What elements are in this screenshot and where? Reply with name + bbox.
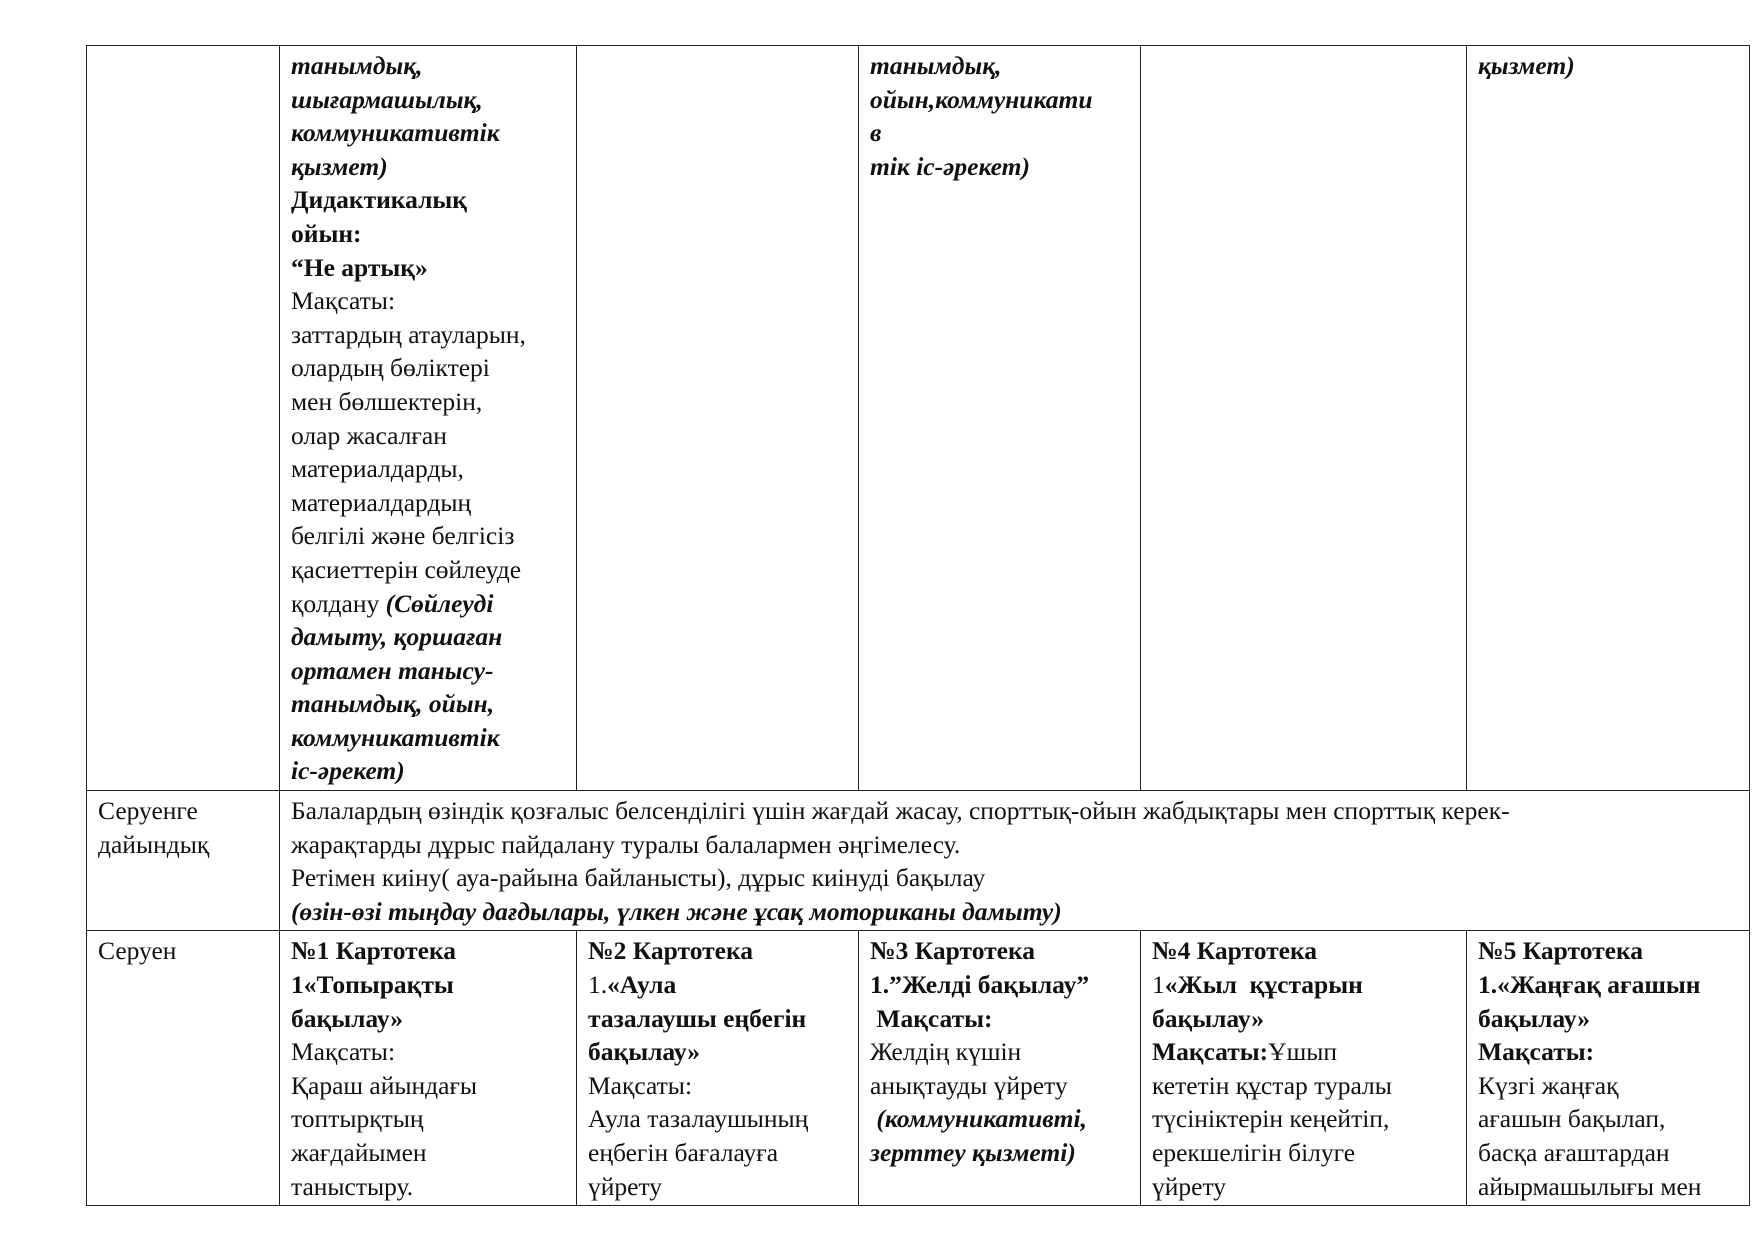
text-line: мен бөлшектерін, bbox=[291, 386, 483, 416]
text-line: Балалардың өзіндік қозғалыс белсенділігі үшін жағдай жасау, спорттық-ойын жабдықтары мен спорттық керек- bbox=[291, 796, 1510, 826]
text-line: Қараш айындағы bbox=[291, 1070, 478, 1100]
plan-table bbox=[86, 45, 1750, 1206]
text-line: анықтауды үйрету bbox=[870, 1070, 1068, 1100]
text-line: Желдің күшін bbox=[870, 1037, 1022, 1067]
text-line bbox=[291, 968, 566, 1002]
cell-friday bbox=[1467, 46, 1750, 791]
goal-label: Мақсаты: bbox=[291, 1037, 396, 1067]
cell-thursday bbox=[1141, 46, 1467, 791]
text-line: қызмет) bbox=[291, 151, 388, 181]
cell-card-5 bbox=[1467, 931, 1750, 1206]
card-title: №3 Картотека bbox=[870, 936, 1036, 966]
text-line: қызмет) bbox=[1478, 51, 1575, 80]
row-label: дайындық bbox=[98, 829, 210, 859]
text-line: түсініктерін кеңейтіп, bbox=[1152, 1104, 1390, 1134]
row-label: Серуенге bbox=[98, 796, 198, 826]
text-line: танымдық, ойын, bbox=[291, 689, 495, 719]
text-line: кететін құстар туралы bbox=[1152, 1070, 1392, 1100]
text-fragment: қолдану bbox=[291, 588, 386, 618]
text-line bbox=[588, 968, 848, 1002]
text-line: іс-әрекет) bbox=[291, 756, 405, 786]
text-line: тік іс-әрекет) bbox=[870, 151, 1030, 181]
cell-monday bbox=[280, 46, 577, 791]
text-fragment: Ұшып bbox=[1268, 1037, 1338, 1067]
text-line: ортамен танысу- bbox=[291, 655, 494, 685]
text-line: в bbox=[870, 118, 882, 148]
text-line: олар жасалған bbox=[291, 420, 447, 450]
card-title: №2 Картотека bbox=[588, 936, 754, 966]
text-fragment: «Аула bbox=[607, 970, 677, 1000]
goal-label: Мақсаты: bbox=[588, 1070, 693, 1100]
text-line: (өзін-өзі тыңдау дағдылары, үлкен және ұсақ моториканы дамыту) bbox=[291, 896, 1062, 926]
text-fragment: 1 bbox=[1152, 970, 1165, 1000]
game-heading: ойын: bbox=[291, 218, 362, 248]
text-line: бақылау» bbox=[1152, 1003, 1264, 1033]
text-line: танымдық, bbox=[870, 51, 1002, 80]
merged-cell bbox=[280, 791, 1750, 931]
text-fragment: (Сөйлеуді bbox=[385, 588, 494, 618]
text-line bbox=[1152, 968, 1456, 1002]
game-title: “Не артық» bbox=[291, 252, 428, 282]
text-line: коммуникативтік bbox=[291, 118, 500, 148]
text-line: материалдарды, bbox=[291, 454, 464, 484]
goal-label: Мақсаты: bbox=[1478, 1037, 1595, 1067]
table-row bbox=[87, 791, 1750, 931]
game-heading: Дидактикалық bbox=[291, 185, 467, 215]
cell-card-2 bbox=[577, 931, 859, 1206]
text-line: айырмашылығы мен bbox=[1478, 1171, 1702, 1201]
text-line: ерекшелігін білуге bbox=[1152, 1138, 1356, 1167]
text-fragment: «Жыл құстарын bbox=[1164, 970, 1363, 1000]
row-label-cell bbox=[87, 931, 280, 1206]
cell-card-4 bbox=[1141, 931, 1467, 1206]
goal-label: Мақсаты: bbox=[1152, 1037, 1269, 1067]
goal-label: Мақсаты: bbox=[291, 286, 396, 316]
text-line bbox=[1152, 1035, 1456, 1069]
text-line: ағашын бақылап, bbox=[1478, 1104, 1666, 1134]
cell-card-3 bbox=[859, 931, 1141, 1206]
card-title: №4 Картотека bbox=[1152, 936, 1318, 966]
text-line bbox=[291, 587, 566, 621]
table-row bbox=[87, 931, 1750, 1206]
text-line: топтырқтың bbox=[291, 1104, 424, 1134]
table-row bbox=[87, 46, 1750, 791]
row-label-cell bbox=[87, 46, 280, 791]
text-line: бақылау» bbox=[1478, 1003, 1590, 1033]
text-line: Аула тазалаушының bbox=[588, 1104, 809, 1134]
text-line: жағдайымен bbox=[291, 1138, 427, 1167]
card-title: №5 Картотека bbox=[1478, 936, 1644, 966]
goal-label: Мақсаты: bbox=[870, 1003, 993, 1033]
text-line: заттардың атауларын, bbox=[291, 319, 526, 349]
text-line: материалдардың bbox=[291, 487, 472, 517]
text-line: бақылау» bbox=[588, 1037, 700, 1067]
text-line: жарақтарды дұрыс пайдалану туралы балалармен әңгімелесу. bbox=[291, 829, 961, 859]
text-line: тазалаушы еңбегін bbox=[588, 1003, 807, 1033]
text-line: белгілі және белгісіз bbox=[291, 521, 515, 551]
text-line: қасиеттерін сөйлеуде bbox=[291, 554, 522, 584]
text-line: бақылау» bbox=[291, 1003, 403, 1033]
text-line: олардың бөліктері bbox=[291, 353, 490, 383]
text-line: шығармашылық, bbox=[291, 84, 483, 114]
text-fragment: 1 bbox=[291, 970, 304, 1000]
text-line: коммуникативтік bbox=[291, 722, 500, 752]
text-line: үйрету bbox=[588, 1171, 663, 1201]
text-fragment: 1. bbox=[588, 970, 608, 1000]
text-line: танымдық, bbox=[291, 51, 423, 80]
cell-card-1 bbox=[280, 931, 577, 1206]
text-line: зерттеу қызметі) bbox=[870, 1138, 1076, 1167]
text-line: 1.«Жаңғақ ағашын bbox=[1478, 970, 1701, 1000]
text-line: таныстыру. bbox=[291, 1171, 414, 1201]
cell-tuesday bbox=[577, 46, 859, 791]
text-line: еңбегін бағалауға bbox=[588, 1138, 779, 1167]
text-line: 1.”Желді бақылау” bbox=[870, 970, 1090, 1000]
row-label-cell bbox=[87, 791, 280, 931]
text-line: Ретімен киіну( ауа-райына байланысты), дұрыс киінуді бақылау bbox=[291, 863, 986, 893]
card-title: №1 Картотека bbox=[291, 936, 457, 966]
text-fragment: «Топырақты bbox=[303, 970, 454, 1000]
text-line: үйрету bbox=[1152, 1171, 1227, 1201]
cell-wednesday bbox=[859, 46, 1141, 791]
text-line: Күзгі жаңғақ bbox=[1478, 1070, 1619, 1100]
text-line: басқа ағаштардан bbox=[1478, 1138, 1670, 1167]
text-line: (коммуникативті, bbox=[870, 1104, 1087, 1134]
text-line: ойын,коммуникати bbox=[870, 84, 1093, 114]
row-label: Серуен bbox=[98, 936, 177, 966]
text-line: дамыту, қоршаған bbox=[291, 622, 503, 652]
